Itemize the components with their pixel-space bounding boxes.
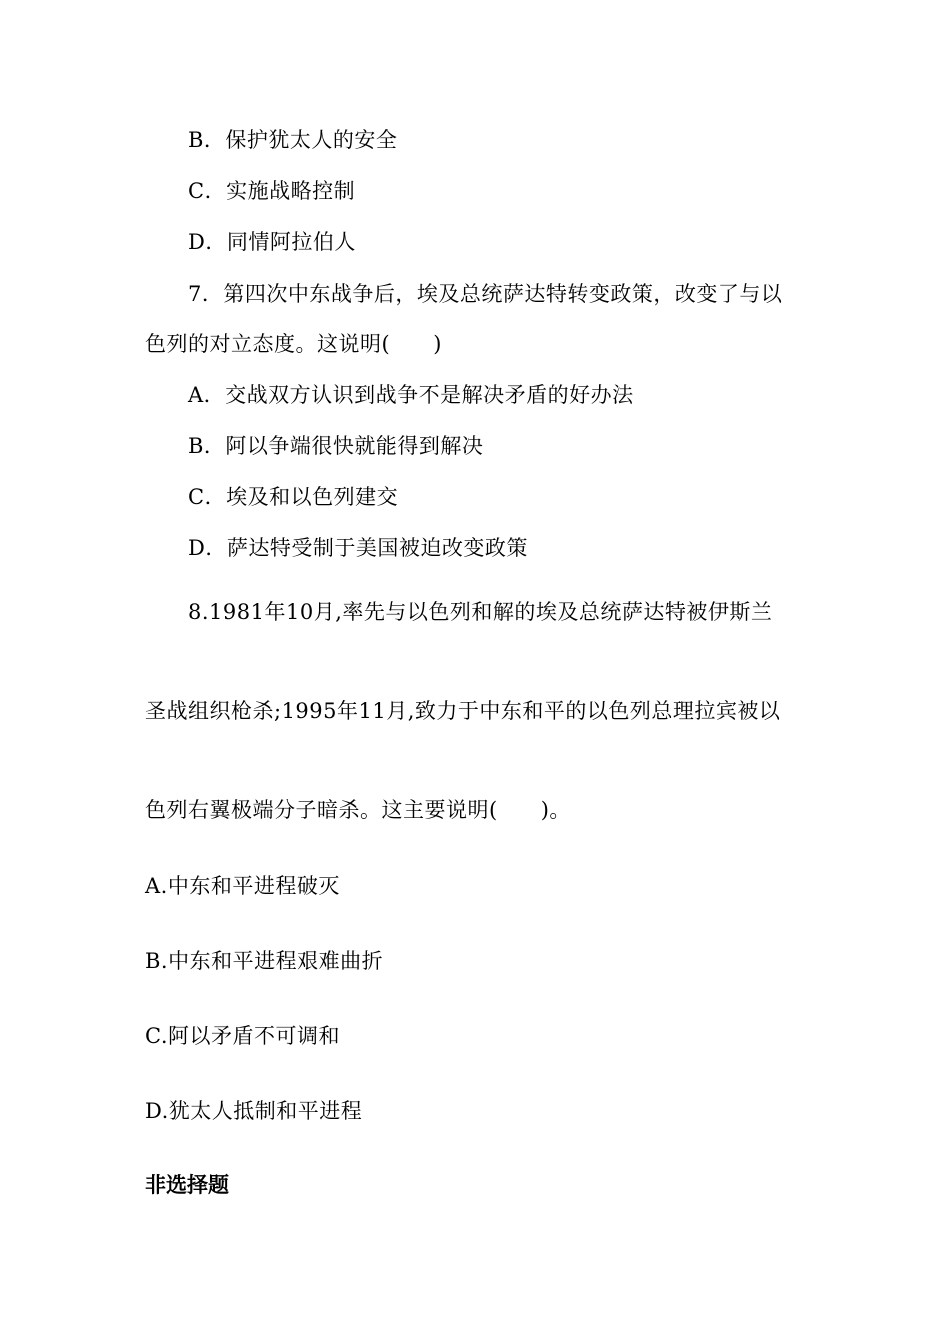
- section-heading: 非选择题: [145, 1173, 229, 1197]
- q7-stem-line-2: 色列的对立态度。这说明( ): [145, 332, 442, 356]
- q6-option-b: B．保护犹太人的安全: [188, 128, 398, 152]
- q8-stem-line-1: 8.1981年10月,率先与以色列和解的埃及总统萨达特被伊斯兰: [188, 600, 773, 624]
- q8-option-b: B.中东和平进程艰难曲折: [145, 949, 384, 973]
- q8-stem-line-3: 色列右翼极端分子暗杀。这主要说明( )。: [145, 798, 571, 822]
- q8-stem-line-2: 圣战组织枪杀;1995年11月,致力于中东和平的以色列总理拉宾被以: [145, 699, 781, 723]
- q7-option-c: C．埃及和以色列建交: [188, 485, 399, 509]
- q6-option-d: D．同情阿拉伯人: [188, 230, 356, 254]
- q7-option-a: A．交战双方认识到战争不是解决矛盾的好办法: [188, 383, 634, 407]
- q6-option-c: C．实施战略控制: [188, 179, 356, 203]
- q7-option-d: D．萨达特受制于美国被迫改变政策: [188, 536, 528, 560]
- q7-stem-line-1: 7．第四次中东战争后，埃及总统萨达特转变政策，改变了与以: [188, 282, 783, 306]
- q7-option-b: B．阿以争端很快就能得到解决: [188, 434, 484, 458]
- q8-option-c: C.阿以矛盾不可调和: [145, 1024, 340, 1048]
- q8-option-a: A.中东和平进程破灭: [145, 874, 340, 898]
- q8-option-d: D.犹太人抵制和平进程: [145, 1099, 363, 1123]
